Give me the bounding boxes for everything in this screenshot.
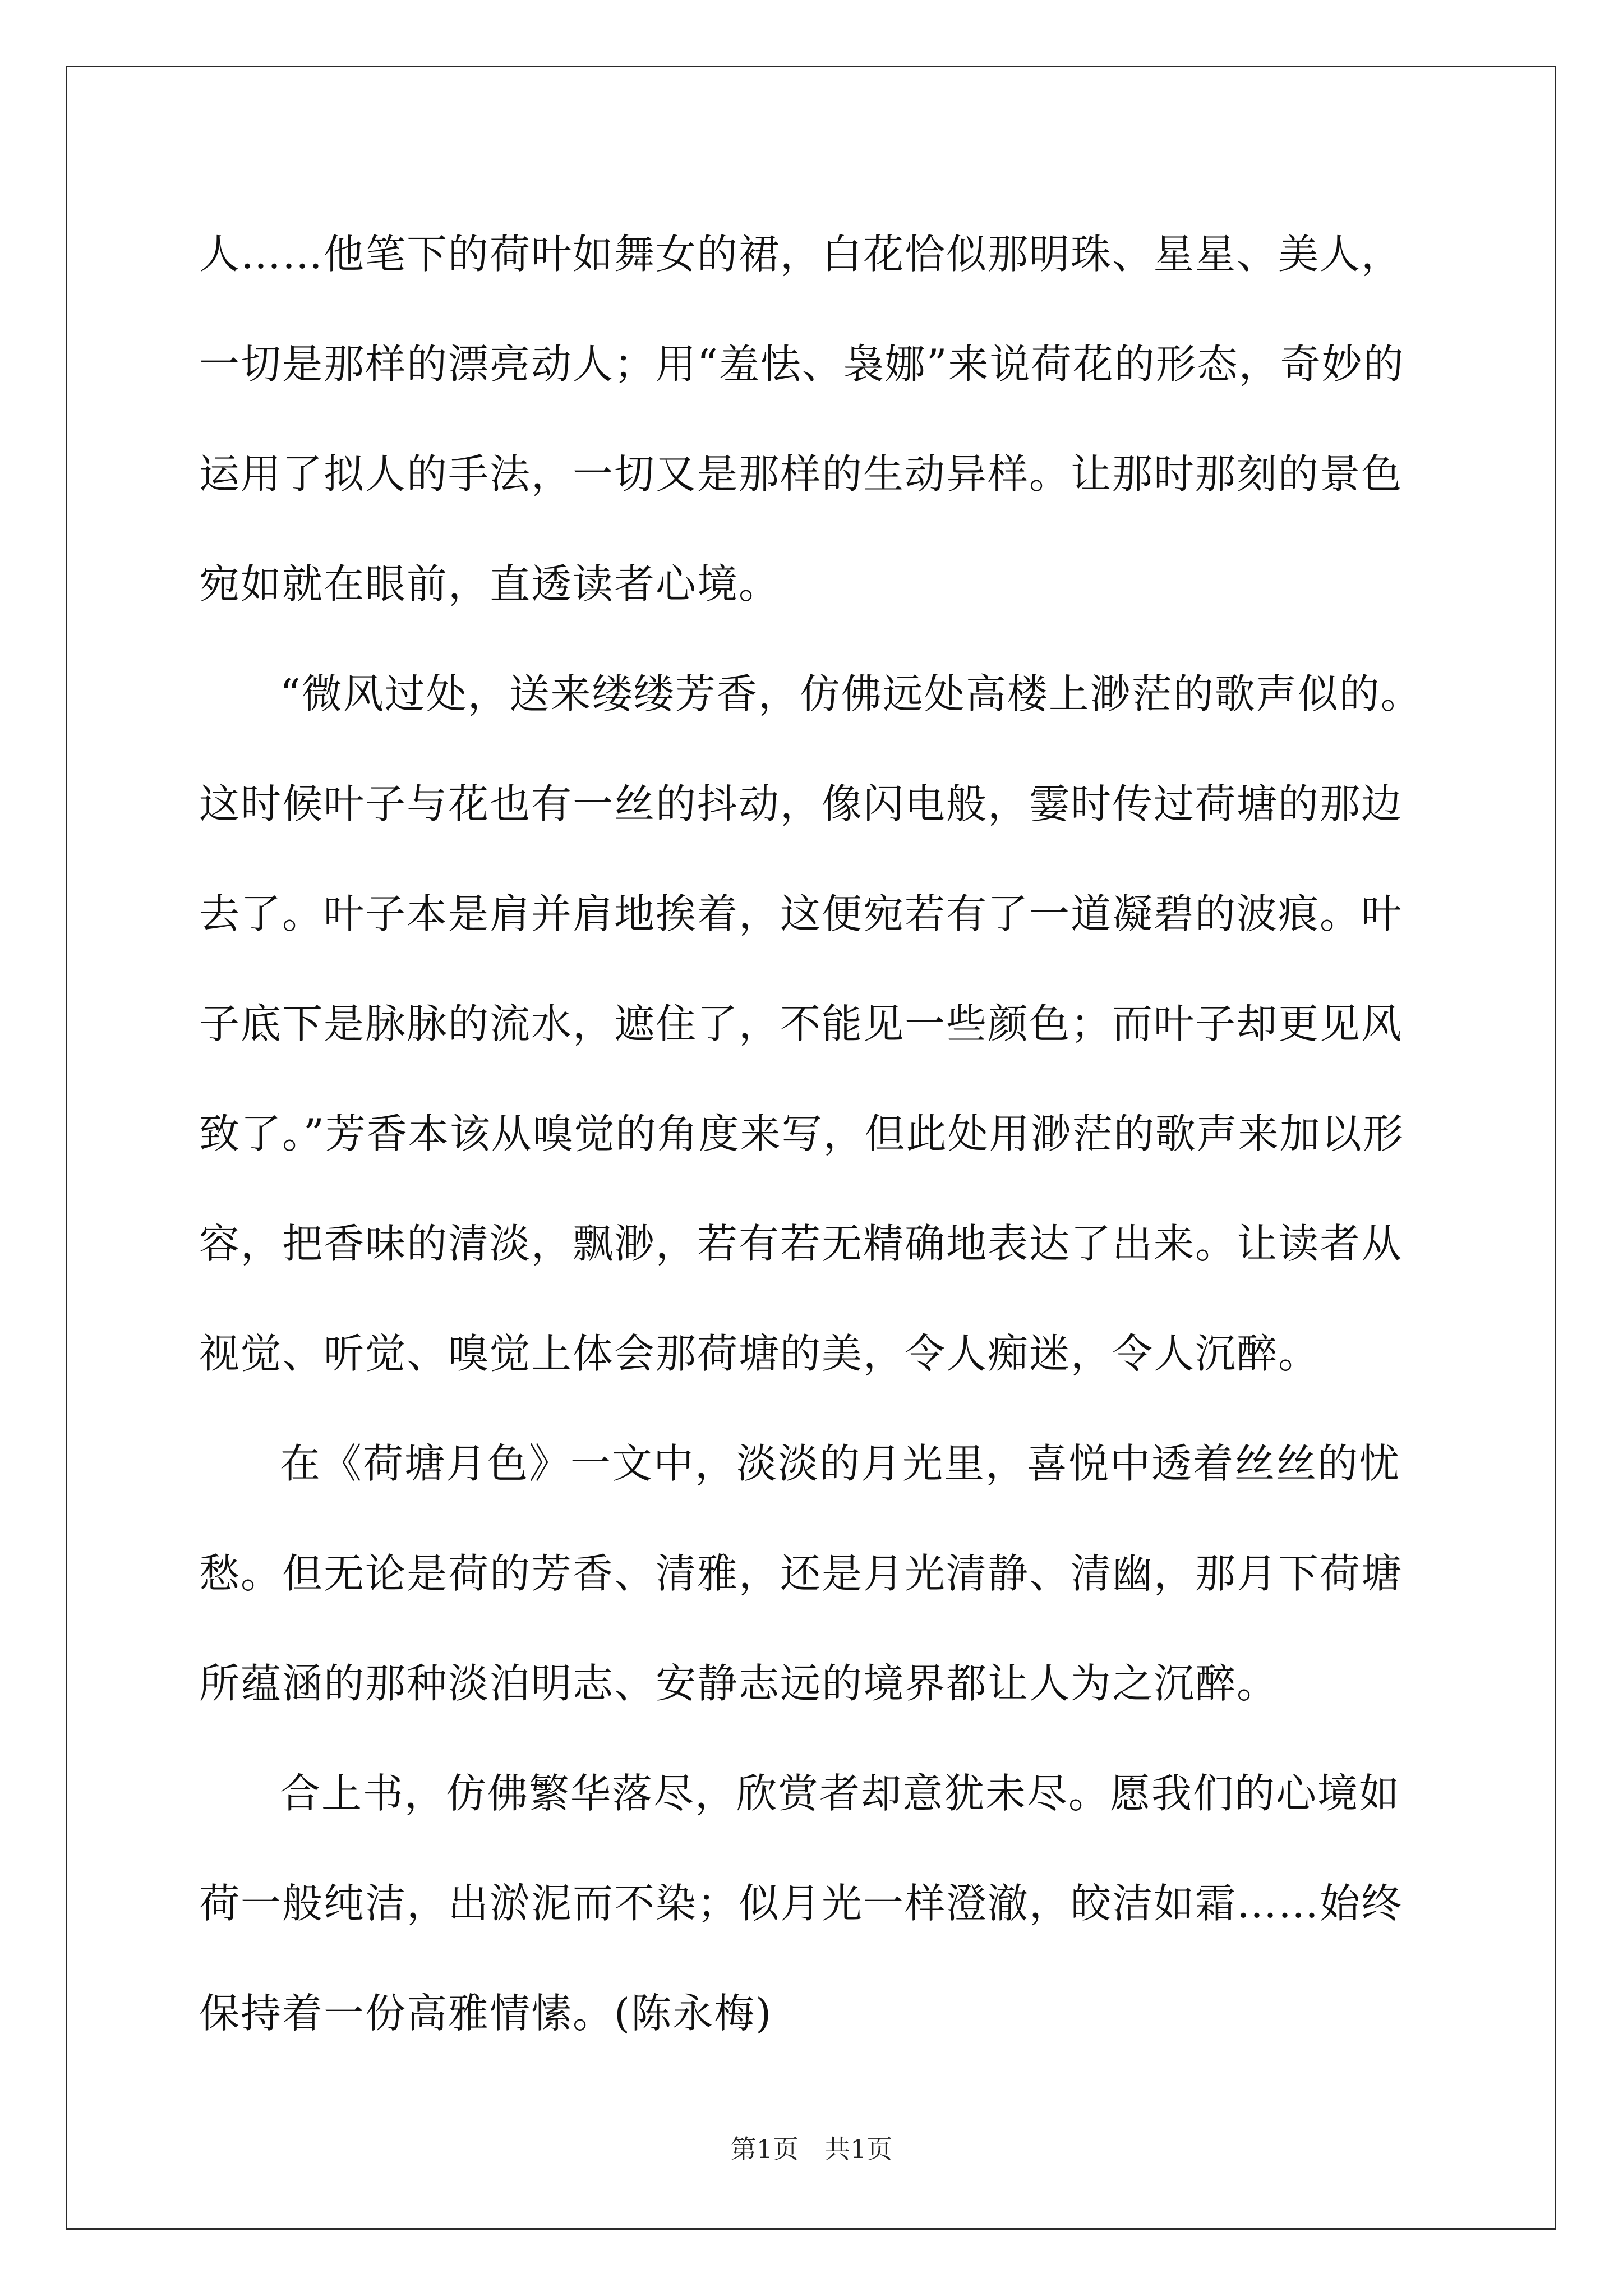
paragraph-3: 在《荷塘月色》一文中，淡淡的月光里，喜悦中透着丝丝的忧愁。但无论是荷的芳香、清雅，还是月光清静、清幽，那月下荷塘所蕴涵的那种淡泊明志、安静志远的境界都让人为之沉醉。 — [199, 1440, 1403, 1707]
document-body — [199, 199, 1438, 2068]
paragraph-4: 合上书，仿佛繁华落尽，欣赏者却意犹未尽。愿我们的心境如荷一般纯洁，出淤泥而不染；似月光一样澄澈，皎洁如霜……始终保持着一份高雅情愫。(陈永梅) — [199, 1770, 1403, 2037]
paragraph-1: 人……他笔下的荷叶如舞女的裙，白花恰似那明珠、星星、美人，一切是那样的漂亮动人；用“羞怯、袅娜”来说荷花的形态，奇妙的运用了拟人的手法，一切又是那样的生动异样。让那时那刻的景色宛如就在眼前，直透读者心境。 — [199, 231, 1405, 608]
page-number: 第1页 — [730, 2134, 799, 2164]
page-footer — [0, 2129, 1623, 2166]
page-total: 共1页 — [824, 2134, 893, 2164]
paragraph-2: “微风过处，送来缕缕芳香，仿佛远处高楼上渺茫的歌声似的。这时候叶子与花也有一丝的抖动，像闪电般，霎时传过荷塘的那边去了。叶子本是肩并肩地挨着，这便宛若有了一道凝碧的波痕。叶子底下是脉脉的流水，遮住了，不能见一些颜色；而叶子却更见风致了。”芳香本该从嗅觉的角度来写，但此处用渺茫的歌声来加以形容，把香味的清淡，飘渺，若有若无精确地表达了出来。让读者从视觉、听觉、嗅觉上体会那荷塘的美，令人痴迷，令人沉醉。 — [199, 670, 1422, 1377]
